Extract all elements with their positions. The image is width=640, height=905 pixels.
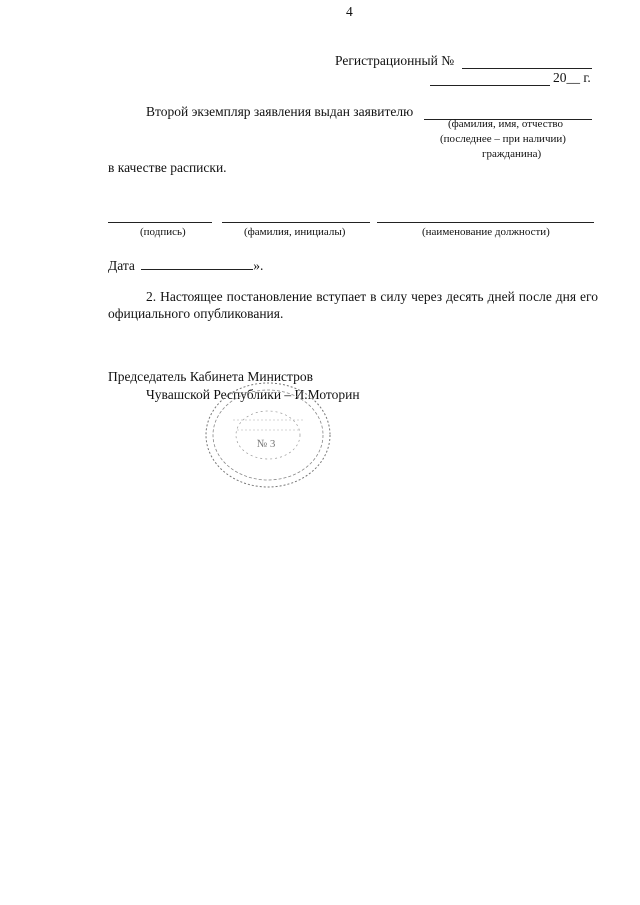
clause-2: 2. Настоящее постановление вступает в силу через десять дней после дня его официального опубликования. bbox=[108, 289, 598, 321]
applicant-note-1: (фамилия, имя, отчество bbox=[448, 118, 564, 130]
position-line bbox=[377, 222, 594, 223]
date-field bbox=[108, 257, 263, 274]
seal-number: № 3 bbox=[256, 438, 276, 450]
name-caption: (фамилия, инициалы) bbox=[244, 226, 346, 238]
date-blank bbox=[141, 257, 253, 270]
as-receipt-text: в качестве расписки. bbox=[108, 160, 227, 175]
signature-caption: (подпись) bbox=[140, 226, 186, 238]
registration-label: Регистрационный № bbox=[335, 53, 455, 68]
signatory-title: Председатель Кабинета Министров bbox=[108, 369, 313, 384]
position-caption: (наименование должности) bbox=[422, 226, 550, 238]
page-number: 4 bbox=[346, 4, 353, 19]
name-line bbox=[222, 222, 370, 223]
date-label: Дата bbox=[108, 258, 135, 273]
applicant-note-2: (последнее – при наличии) bbox=[440, 133, 566, 145]
issued-statement: Второй экземпляр заявления выдан заявителю bbox=[146, 104, 414, 119]
registration-date-line bbox=[430, 85, 550, 86]
signature-line bbox=[108, 222, 212, 223]
registration-number-line bbox=[462, 68, 592, 69]
official-seal-stamp bbox=[203, 380, 333, 490]
registration-year: 20__ г. bbox=[553, 70, 591, 85]
applicant-note-3: гражданина) bbox=[482, 148, 542, 160]
signatory-name: Чувашской Республики – И.Моторин bbox=[146, 387, 360, 402]
date-suffix: ». bbox=[253, 258, 264, 273]
